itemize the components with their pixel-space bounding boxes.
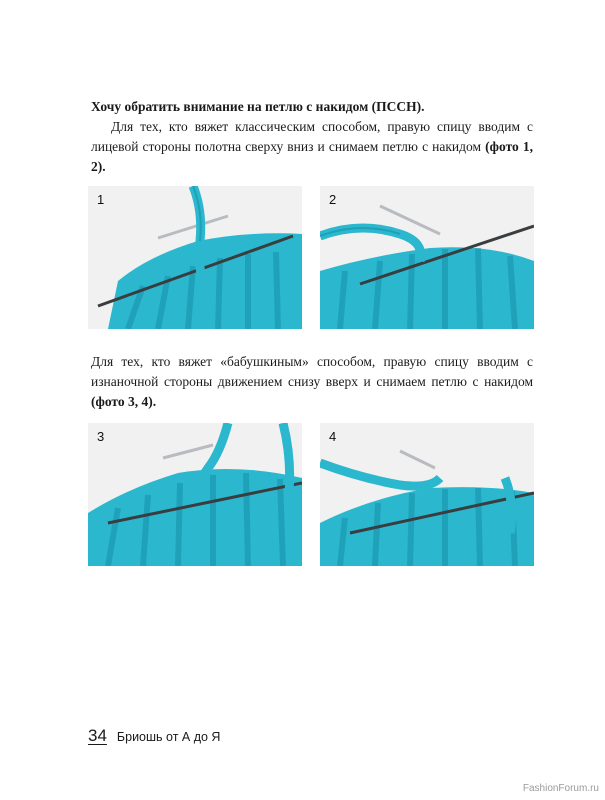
- paragraph-grandma-method: [91, 352, 533, 412]
- knitting-photo-illustration: [320, 186, 534, 329]
- photo-number: 3: [97, 429, 105, 444]
- photo-ref-close: ).: [97, 159, 106, 174]
- knitting-photo-illustration: [88, 423, 302, 566]
- section-heading: Хочу обратить внимание на петлю с накидом (ПССН).: [91, 99, 425, 114]
- knitting-photo-2: [320, 186, 534, 329]
- paragraph-text: Для тех, кто вяжет классическим способом, правую спицу вводим с лицевой стороны полотна сверху вниз и снимаем петлю с накидом: [91, 119, 533, 154]
- knitting-photo-4: [320, 423, 534, 566]
- page-number: 34: [88, 726, 107, 745]
- photo-ref-close: ).: [148, 394, 157, 409]
- photo-reference: фото 1, 2: [91, 139, 533, 174]
- photo-number: 2: [329, 192, 337, 207]
- photo-number: 1: [97, 192, 105, 207]
- photo-number: 4: [329, 429, 337, 444]
- paragraph-classic-method: [91, 117, 533, 177]
- photo-ref-open: (: [485, 139, 490, 154]
- book-title: Бриошь от А до Я: [116, 730, 221, 744]
- photo-ref-open: (: [91, 394, 96, 409]
- knitting-photo-3: [88, 423, 302, 566]
- knitting-photo-1: [88, 186, 302, 329]
- photo-reference: фото 3, 4: [95, 394, 149, 409]
- paragraph-text: Для тех, кто вяжет «бабушкиным» способом, правую спицу вводим с изнаночной стороны движением снизу вверх и снимаем петлю с накидом: [91, 354, 533, 389]
- page-footer: [88, 726, 220, 746]
- watermark: FashionForum.ru: [522, 783, 599, 794]
- knitting-photo-illustration: [88, 186, 302, 329]
- knitting-photo-illustration: [320, 423, 534, 566]
